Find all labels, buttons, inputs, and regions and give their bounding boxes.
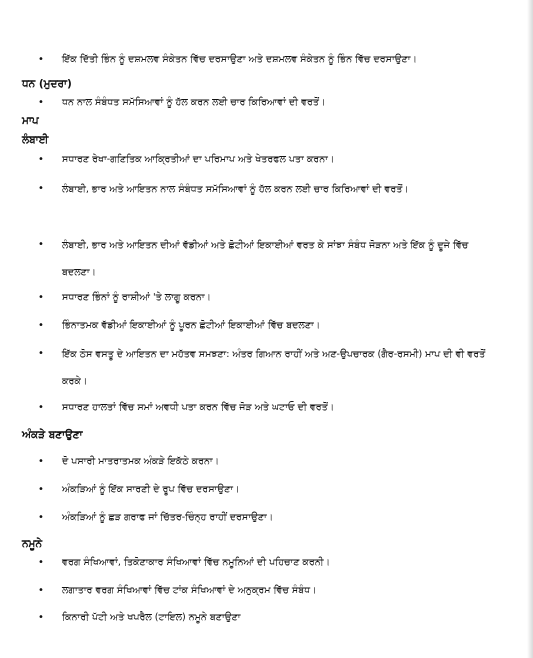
- bullet-icon: •: [38, 154, 44, 165]
- bullet-icon: •: [38, 557, 44, 568]
- section-heading-patterns: ਨਮੂਨੇ: [22, 538, 43, 550]
- list-item-text: ਭਿੰਨਾਤਮਕ ਵੱਡੀਆਂ ਇਕਾਈਆਂ ਨੂੰ ਪੂਰਨ ਛੋਟੀਆਂ ਇਕਾਈਆਂ ਵਿੱਚ ਬਦਲਣਾ।: [62, 320, 321, 331]
- bullet-icon: •: [38, 612, 44, 623]
- list-item-text: ਇੱਕ ਠੋਸ ਵਸਤੂ ਦੇ ਆਇਤਨ ਦਾ ਮਹੱਤਵ ਸਮਝਣਾ: ਅੰਤਰ ਗਿਆਨ ਰਾਹੀਂ ਅਤੇ ਅਣ-ਉਪਚਾਰਕ (ਗੈਰ-ਰਸਮੀ) ਮਾਪ ਦੀ ਵੀ ਵਰਤੋਂ ਕਰਕੇ।: [62, 349, 486, 387]
- list-item-text: ਕਿਨਾਰੀ ਪੱਟੀ ਅਤੇ ਖਪਰੈਲ (ਟਾਇਲ) ਨਮੂਨੇ ਬਣਾਉਣਾ: [62, 612, 241, 623]
- bullet-icon: •: [38, 292, 44, 303]
- list-item-text: ਅੰਕੜਿਆਂ ਨੂੰ ਇੱਕ ਸਾਰਣੀ ਦੇ ਰੂਪ ਵਿੱਚ ਦਰਸਾਉਣਾ।: [62, 484, 240, 495]
- list-item-text: ਅੰਕੜਿਆਂ ਨੂੰ ਛੜ ਗਰਾਫ ਜਾਂ ਚਿੱਤਰ-ਚਿੰਨ੍ਹ ਰਾਹੀਂ ਦਰਸਾਉਣਾ।: [62, 512, 274, 523]
- bullet-icon: •: [38, 402, 44, 413]
- bullet-icon: •: [38, 456, 44, 467]
- list-item-text: ਧਨ ਨਾਲ ਸੰਬੰਧਤ ਸਮੱਸਿਆਵਾਂ ਨੂੰ ਹੱਲ ਕਰਨ ਲਈ ਚਾਰ ਕਿਰਿਆਵਾਂ ਦੀ ਵਰਤੋਂ।: [62, 97, 326, 108]
- bullet-icon: •: [38, 320, 44, 331]
- bullet-icon: •: [38, 348, 44, 359]
- page-edge-shadow: [527, 0, 533, 658]
- bullet-icon: •: [38, 512, 44, 523]
- list-item-text: ਸਧਾਰਣ ਰੇਖਾ-ਗਣਿਤਿਕ ਆਕ੍ਰਿਤੀਆਂ ਦਾ ਪਰਿਮਾਪ ਅਤੇ ਖੇਤਰਫਲ ਪਤਾ ਕਰਨਾ।: [62, 154, 335, 165]
- bullet-icon: •: [38, 585, 44, 596]
- list-item-text: ਲੰਬਾਈ, ਭਾਰ ਅਤੇ ਆਇਤਨ ਦੀਆਂ ਵੱਡੀਆਂ ਅਤੇ ਛੋਟੀਆਂ ਇਕਾਈਆਂ ਵਰਤ ਕੇ ਸਾਂਝਾ ਸੰਬੰਧ ਜੋੜਨਾ ਅਤੇ ਇੱਕ ਨੂੰ ਦੂਜੇ ਵਿੱਚ ਬਦਲਣਾ।: [62, 240, 469, 278]
- section-heading-length: ਲੰਬਾਈ: [22, 134, 49, 146]
- bullet-icon: •: [38, 54, 44, 65]
- section-heading-money: ਧਨ (ਮੁਦਰਾ): [22, 78, 72, 90]
- list-item-text: ਲੰਬਾਈ, ਭਾਰ ਅਤੇ ਆਇਤਨ ਨਾਲ ਸੰਬੰਧਤ ਸਮੱਸਿਆਵਾਂ ਨੂੰ ਹੱਲ ਕਰਨ ਲਈ ਚਾਰ ਕਿਰਿਆਵਾਂ ਦੀ ਵਰਤੋਂ।: [62, 184, 409, 195]
- bullet-icon: •: [38, 183, 44, 194]
- bullet-icon: •: [38, 484, 44, 495]
- list-item-text: ਸਧਾਰਣ ਭਿੰਨਾਂ ਨੂੰ ਰਾਸ਼ੀਆਂ 'ਤੇ ਲਾਗੂ ਕਰਨਾ।: [62, 292, 211, 303]
- list-item-text: ਵਰਗ ਸੰਖਿਆਵਾਂ, ਤਿਕੋਣਾਕਾਰ ਸੰਖਿਆਵਾਂ ਵਿੱਚ ਨਮੂਨਿਆਂ ਦੀ ਪਹਿਚਾਣ ਕਰਨੀ।: [62, 557, 330, 568]
- bullet-icon: •: [38, 239, 44, 250]
- list-item-text: ਇੱਕ ਦਿੱਤੀ ਭਿੰਨ ਨੂੰ ਦਸ਼ਮਲਵ ਸੰਕੇਤਨ ਵਿੱਚ ਦਰਸਾਉਣਾ ਅਤੇ ਦਸ਼ਮਲਵ ਸੰਕੇਤਨ ਨੂੰ ਭਿੰਨ ਵਿੱਚ ਦਰਸਾਉਣਾ।: [62, 54, 417, 65]
- section-heading-data-handling: ਅੰਕੜੇ ਬਣਾਉਣਾ: [22, 429, 83, 441]
- list-item-text: ਸਧਾਰਣ ਹਾਲਤਾਂ ਵਿੱਚ ਸਮਾਂ ਅਵਧੀ ਪਤਾ ਕਰਨ ਵਿੱਚ ਜੋੜ ਅਤੇ ਘਟਾਓ ਦੀ ਵਰਤੋਂ।: [62, 402, 335, 413]
- list-item-text: ਦੋ ਪਸਾਰੀ ਮਾਤਰਾਤਮਕ ਅੰਕੜੇ ਇਕੱਠੇ ਕਰਨਾ।: [62, 456, 220, 467]
- section-heading-measurement: ਮਾਪ: [22, 115, 39, 127]
- bullet-icon: •: [38, 97, 44, 108]
- list-item-text: ਲਗਾਤਾਰ ਵਰਗ ਸੰਖਿਆਵਾਂ ਵਿੱਚ ਟਾਂਕ ਸੰਖਿਆਵਾਂ ਦੇ ਅਨੁਕ੍ਰਮ ਵਿੱਚ ਸੰਬੰਧ।: [62, 585, 317, 596]
